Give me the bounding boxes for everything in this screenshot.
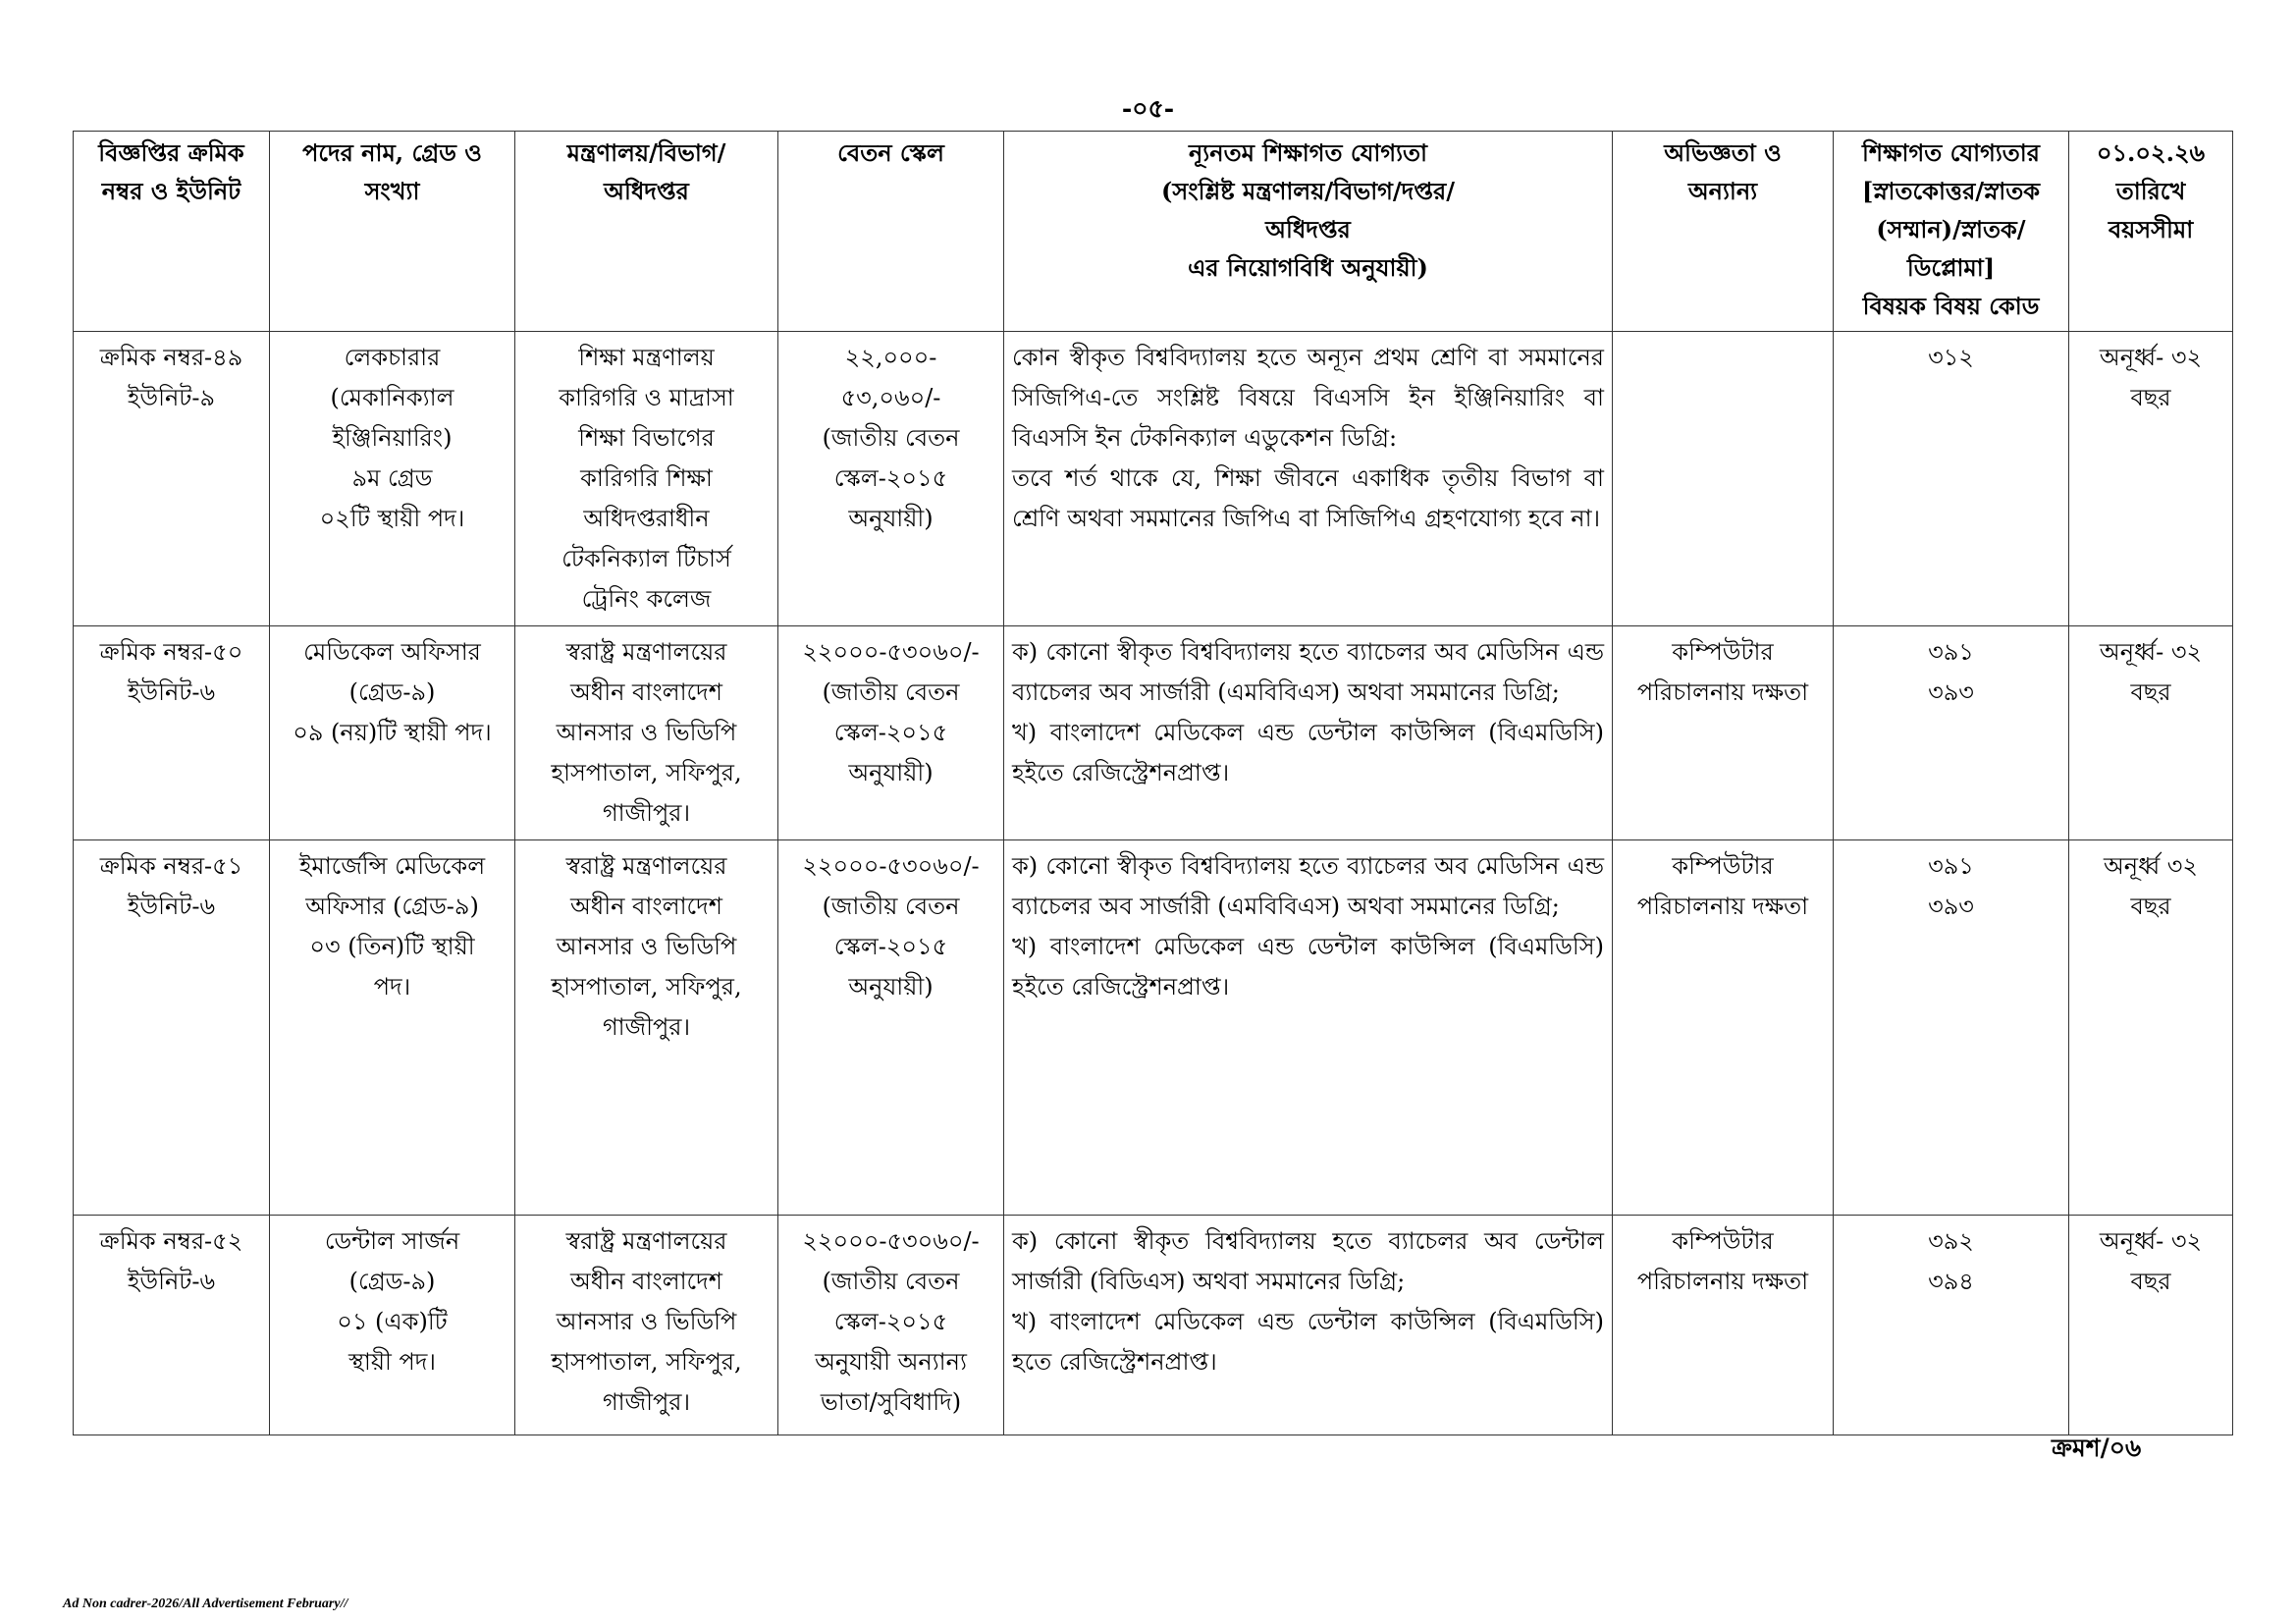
cell-line: ৩৯৩: [1928, 678, 1974, 706]
cell-line: ক্রমিক নম্বর-৫০: [99, 638, 243, 666]
cell-line: ৯ম গ্রেড: [351, 464, 433, 492]
header-ministry: [515, 132, 778, 332]
cell-line: কম্পিউটার: [1672, 1227, 1774, 1255]
cell-line: তবে শর্ত থাকে যে, শিক্ষা জীবনে একাধিক তৃতীয় বিভাগ বা শ্রেণি অথবা সমমানের জিপিএ বা সিজিপিএ গ্রহণযোগ্য হবে না।: [1012, 464, 1604, 532]
subject-code-cell: [1834, 332, 2069, 626]
ministry-cell: [515, 1216, 778, 1435]
cell-line: ইমার্জেন্সি মেডিকেল: [298, 852, 486, 880]
cell-line: অফিসার (গ্রেড-৯): [305, 893, 479, 920]
cell-line: খ) বাংলাদেশ মেডিকেল এন্ড ডেন্টাল কাউন্সিল (বিএমডিসি) হইতে রেজিস্ট্রেশনপ্রাপ্ত।: [1012, 933, 1604, 1001]
cell-line: ইউনিট-৬: [127, 893, 216, 920]
cell-line: ০২টি স্থায়ী পদ।: [319, 505, 465, 532]
post-cell: [270, 626, 515, 840]
cell-line: ০৯ (নয়)টি স্থায়ী পদ।: [293, 719, 492, 746]
cell-line: ক্রমিক নম্বর-৪৯: [99, 344, 243, 371]
qualification-cell: [1004, 840, 1613, 1216]
cell-line: সংখ্যা: [364, 177, 420, 205]
serial-cell: [74, 626, 270, 840]
cell-line: (জাতীয় বেতন: [822, 678, 960, 706]
post-cell: [270, 332, 515, 626]
cell-line: (গ্রেড-৯): [348, 678, 436, 706]
cell-line: আনসার ও ভিডিপি: [556, 719, 737, 746]
cell-line: অনুযায়ী): [848, 973, 934, 1001]
cell-line: (জাতীয় বেতন: [822, 1268, 960, 1295]
header-serial: [74, 132, 270, 332]
pay-scale-cell: [778, 332, 1004, 626]
cell-line: ২২০০০-৫৩০৬০/-: [802, 852, 980, 880]
cell-line: কম্পিউটার: [1672, 852, 1774, 880]
ministry-cell: [515, 626, 778, 840]
cell-line: বেতন স্কেল: [837, 138, 944, 167]
experience-cell: [1613, 626, 1834, 840]
ministry-cell: [515, 332, 778, 626]
qualification-cell: [1004, 1216, 1613, 1435]
cell-line: অনুযায়ী অন্যান্য: [815, 1348, 967, 1376]
cell-line: ৩৯১: [1928, 638, 1974, 666]
cell-line: ডেন্টাল সার্জন: [324, 1227, 460, 1255]
cell-line: ৩৯২: [1928, 1227, 1974, 1255]
cell-line: আনসার ও ভিডিপি: [556, 933, 737, 960]
cell-line: বছর: [2130, 678, 2171, 706]
cell-line: এর নিয়োগবিধি অনুযায়ী): [1188, 253, 1428, 282]
qualification-cell: [1004, 332, 1613, 626]
ministry-cell: [515, 840, 778, 1216]
cell-line: কারিগরি শিক্ষা: [580, 464, 713, 492]
cell-line: অনুযায়ী): [848, 759, 934, 786]
serial-cell: [74, 1216, 270, 1435]
age-limit-cell: [2069, 626, 2233, 840]
cell-line: ৩৯৪: [1928, 1268, 1974, 1295]
cell-line: কোন স্বীকৃত বিশ্ববিদ্যালয় হতে অন্যূন প্রথম শ্রেণি বা সমমানের সিজিপিএ-তে সংশ্লিষ্ট বিষয়ে বিএসসি ইন ইঞ্জিনিয়ারিং বা বিএসসি ইন টেকনিক্যাল এডুকেশন ডিগ্রি:: [1012, 344, 1604, 452]
page-number: -০৫-: [1121, 94, 1175, 123]
age-limit-cell: [2069, 1216, 2233, 1435]
cell-line: গাজীপুর।: [602, 799, 691, 827]
cell-line: গাজীপুর।: [602, 1388, 691, 1416]
cell-line: (মেকানিক্যাল: [330, 384, 454, 411]
cell-line: ৩৯৩: [1928, 893, 1974, 920]
cell-line: বছর: [2130, 1268, 2171, 1295]
cell-line: (জাতীয় বেতন: [822, 893, 960, 920]
cell-line: ট্রেনিং কলেজ: [581, 585, 712, 613]
cell-line: ডিপ্লোমা]: [1906, 253, 1996, 282]
subject-code-cell: [1834, 1216, 2069, 1435]
cell-line: অধীন বাংলাদেশ: [569, 1268, 722, 1295]
cell-line: স্কেল-২০১৫: [833, 464, 948, 492]
header-qualification: [1004, 132, 1613, 332]
post-cell: [270, 840, 515, 1216]
cell-line: ৩৯১: [1928, 852, 1974, 880]
cell-line: শিক্ষা বিভাগের: [578, 424, 715, 452]
cell-line: ক) কোনো স্বীকৃত বিশ্ববিদ্যালয় হতে ব্যাচেলর অব ডেন্টাল সার্জারী (বিডিএস) অথবা সমমানের ডিগ্রি;: [1012, 1227, 1604, 1295]
cell-line: ইউনিট-৯: [127, 384, 216, 411]
cell-line: নম্বর ও ইউনিট: [101, 177, 241, 205]
cell-line: লেকচারার: [344, 344, 441, 371]
cell-line: স্কেল-২০১৫: [833, 719, 948, 746]
cell-line: গাজীপুর।: [602, 1013, 691, 1041]
cell-line: অনূর্ধ্ব- ৩২: [2099, 638, 2203, 666]
cell-line: অনূর্ধ্ব- ৩২: [2099, 1227, 2203, 1255]
cell-line: অনূর্ধ্ব ৩২: [2103, 852, 2199, 880]
experience-cell: [1613, 1216, 1834, 1435]
cell-line: ইউনিট-৬: [127, 678, 216, 706]
subject-code-cell: [1834, 840, 2069, 1216]
cell-line: ৫৩,০৬০/-: [840, 384, 941, 411]
qualification-cell: [1004, 626, 1613, 840]
cell-line: অধিদপ্তরাধীন: [583, 505, 710, 532]
table-row: [74, 332, 2233, 626]
cell-line: ২২,০০০-: [844, 344, 937, 371]
table-row: [74, 626, 2233, 840]
cell-line: অধীন বাংলাদেশ: [569, 893, 722, 920]
cell-line: মেডিকেল অফিসার: [303, 638, 481, 666]
cell-line: অন্যান্য: [1687, 177, 1758, 205]
cell-line: (সম্মান)/স্নাতক/: [1876, 215, 2026, 244]
cell-line: অভিজ্ঞতা ও: [1664, 138, 1782, 167]
pay-scale-cell: [778, 626, 1004, 840]
pay-scale-cell: [778, 1216, 1004, 1435]
header-post: [270, 132, 515, 332]
cell-line: আনসার ও ভিডিপি: [556, 1308, 737, 1335]
cell-line: ২২০০০-৫৩০৬০/-: [802, 638, 980, 666]
experience-cell: [1613, 332, 1834, 626]
cell-line: ন্যূনতম শিক্ষাগত যোগ্যতা: [1188, 138, 1428, 167]
cell-line: শিক্ষাগত যোগ্যতার: [1862, 138, 2040, 167]
cell-line: কম্পিউটার: [1672, 638, 1774, 666]
serial-cell: [74, 840, 270, 1216]
recruitment-table: [73, 131, 2233, 1435]
cell-line: ক্রমিক নম্বর-৫২: [99, 1227, 243, 1255]
cell-line: হাসপাতাল, সফিপুর,: [551, 973, 742, 1001]
cell-line: পরিচালনায় দক্ষতা: [1636, 893, 1809, 920]
cell-line: বছর: [2130, 893, 2171, 920]
cell-line: (সংশ্লিষ্ট মন্ত্রণালয়/বিভাগ/দপ্তর/: [1161, 177, 1455, 205]
cell-line: অনুযায়ী): [848, 505, 934, 532]
subject-code-cell: [1834, 626, 2069, 840]
cell-line: স্কেল-২০১৫: [833, 1308, 948, 1335]
pay-scale-cell: [778, 840, 1004, 1216]
cell-line: (গ্রেড-৯): [348, 1268, 436, 1295]
cell-line: ক্রমিক নম্বর-৫১: [99, 852, 243, 880]
table-row: [74, 840, 2233, 1216]
cell-line: পরিচালনায় দক্ষতা: [1636, 678, 1809, 706]
header-pay-scale: [778, 132, 1004, 332]
age-limit-cell: [2069, 332, 2233, 626]
cell-line: অধিদপ্তর: [1265, 215, 1351, 244]
cell-line: অধিদপ্তর: [604, 177, 689, 205]
cell-line: স্বরাষ্ট্র মন্ত্রণালয়ের: [565, 638, 727, 666]
cell-line: ০১.০২.২৬: [2096, 138, 2206, 167]
cell-line: ০৩ (তিন)টি স্থায়ী: [309, 933, 475, 960]
cell-line: তারিখে: [2115, 177, 2186, 205]
cell-line: পদের নাম, গ্রেড ও: [302, 138, 482, 167]
cell-line: পরিচালনায় দক্ষতা: [1636, 1268, 1809, 1295]
cell-line: স্বরাষ্ট্র মন্ত্রণালয়ের: [565, 852, 727, 880]
header-experience: [1613, 132, 1834, 332]
cell-line: বছর: [2130, 384, 2171, 411]
cell-line: [স্নাতকোত্তর/স্নাতক: [1861, 177, 2040, 205]
cell-line: ভাতা/সুবিধাদি): [820, 1388, 962, 1416]
cell-line: স্থায়ী পদ।: [348, 1348, 436, 1376]
cell-line: ৩১২: [1928, 344, 1974, 371]
cell-line: ক) কোনো স্বীকৃত বিশ্ববিদ্যালয় হতে ব্যাচেলর অব মেডিসিন এন্ড ব্যাচেলর অব সার্জারী (এমবিবিএস) অথবা সমমানের ডিগ্রি;: [1012, 852, 1604, 920]
cell-line: ইঞ্জিনিয়ারিং): [332, 424, 453, 452]
experience-cell: [1613, 840, 1834, 1216]
cell-line: স্বরাষ্ট্র মন্ত্রণালয়ের: [565, 1227, 727, 1255]
cell-line: মন্ত্রণালয়/বিভাগ/: [566, 138, 726, 167]
continued-note: ক্রমশ/০৬: [2052, 1434, 2142, 1462]
post-cell: [270, 1216, 515, 1435]
cell-line: পদ।: [373, 973, 411, 1001]
cell-line: ২২০০০-৫৩০৬০/-: [802, 1227, 980, 1255]
cell-line: টেকনিক্যাল টিচার্স: [561, 545, 731, 572]
cell-line: কারিগরি ও মাদ্রাসা: [559, 384, 734, 411]
cell-line: শিক্ষা মন্ত্রণালয়: [578, 344, 715, 371]
header-subject-code: [1834, 132, 2069, 332]
cell-line: ইউনিট-৬: [127, 1268, 216, 1295]
header-row: [74, 132, 2233, 332]
cell-line: খ) বাংলাদেশ মেডিকেল এন্ড ডেন্টাল কাউন্সিল (বিএমডিসি) হতে রেজিস্ট্রেশনপ্রাপ্ত।: [1012, 1308, 1604, 1376]
footer-reference: Ad Non cadrer-2026/All Advertisement February//: [63, 1597, 348, 1611]
cell-line: অধীন বাংলাদেশ: [569, 678, 722, 706]
cell-line: বিষয়ক বিষয় কোড: [1862, 292, 2040, 320]
age-limit-cell: [2069, 840, 2233, 1216]
cell-line: হাসপাতাল, সফিপুর,: [551, 1348, 742, 1376]
cell-line: হাসপাতাল, সফিপুর,: [551, 759, 742, 786]
cell-line: ০১ (এক)টি: [337, 1308, 448, 1335]
cell-line: বয়সসীমা: [2108, 215, 2194, 244]
header-age-limit: [2069, 132, 2233, 332]
cell-line: ক) কোনো স্বীকৃত বিশ্ববিদ্যালয় হতে ব্যাচেলর অব মেডিসিন এন্ড ব্যাচেলর অব সার্জারী (এমবিবিএস) অথবা সমমানের ডিগ্রি;: [1012, 638, 1604, 706]
cell-line: (জাতীয় বেতন: [822, 424, 960, 452]
table-row: [74, 1216, 2233, 1435]
cell-line: স্কেল-২০১৫: [833, 933, 948, 960]
cell-line: বিজ্ঞপ্তির ক্রমিক: [98, 138, 244, 167]
cell-line: অনূর্ধ্ব- ৩২: [2099, 344, 2203, 371]
cell-line: খ) বাংলাদেশ মেডিকেল এন্ড ডেন্টাল কাউন্সিল (বিএমডিসি) হইতে রেজিস্ট্রেশনপ্রাপ্ত।: [1012, 719, 1604, 786]
serial-cell: [74, 332, 270, 626]
